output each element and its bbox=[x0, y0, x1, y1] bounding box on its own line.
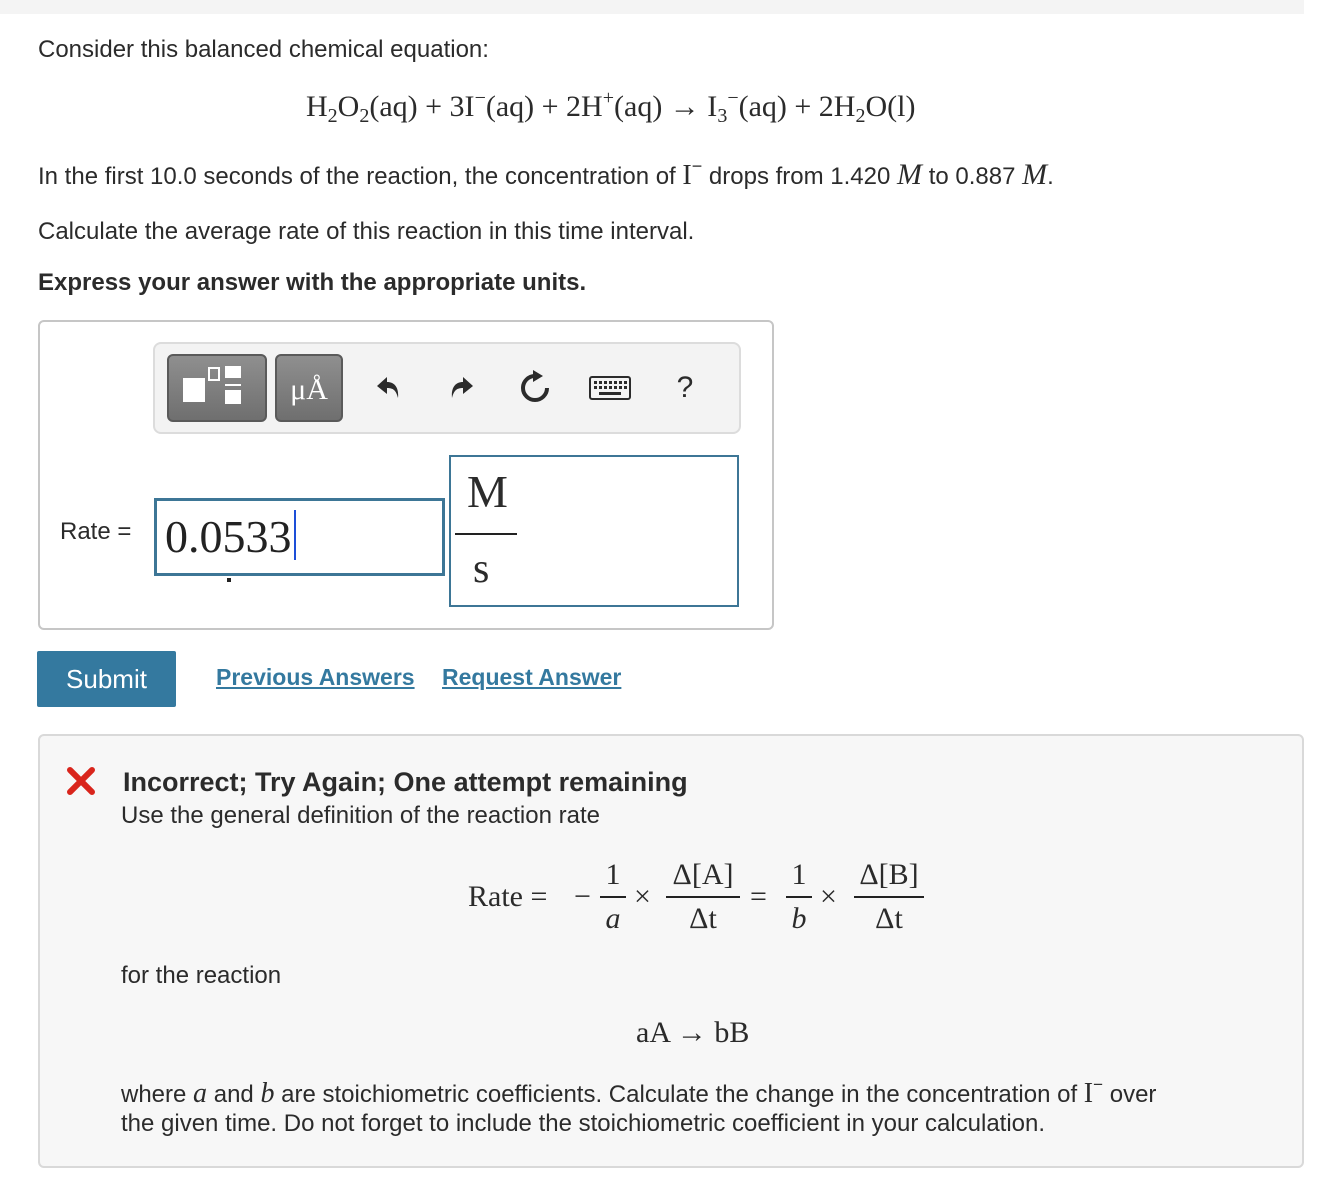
math-toolbar bbox=[153, 342, 741, 434]
top-bar bbox=[0, 0, 1304, 14]
rate-formula bbox=[468, 858, 938, 938]
text-caret bbox=[294, 510, 296, 560]
formula-rate: Rate = bbox=[468, 880, 548, 913]
submit-button[interactable]: Submit bbox=[37, 651, 176, 707]
unit-numerator: M bbox=[467, 466, 508, 517]
rate-value: 0.0533 bbox=[165, 511, 292, 562]
templates-button[interactable] bbox=[167, 354, 267, 422]
formula-times-2: × bbox=[820, 880, 837, 913]
question-task: Calculate the average rate of this reaction in this time interval. bbox=[38, 218, 695, 245]
formula-frac-dA: Δ[A] Δt bbox=[666, 858, 740, 936]
feedback-explanation-line1: where a and b are stoichiometric coefficients. Calculate the change in the concentration of I− over bbox=[121, 1075, 1157, 1109]
formula-times-1: × bbox=[634, 880, 651, 913]
rate-label: Rate = bbox=[60, 518, 132, 545]
undo-icon[interactable] bbox=[367, 364, 407, 412]
reset-icon[interactable] bbox=[515, 364, 555, 412]
feedback-title: Incorrect; Try Again; One attempt remaining bbox=[123, 767, 688, 797]
formula-frac-dB: Δ[B] Δt bbox=[854, 858, 924, 936]
question-intro: Consider this balanced chemical equation: bbox=[38, 36, 489, 63]
formula-frac-1a: 1 a bbox=[600, 858, 626, 936]
keyboard-icon[interactable] bbox=[587, 364, 633, 412]
previous-answers-link[interactable]: Previous Answers bbox=[216, 664, 415, 690]
question-concentration-line: In the first 10.0 seconds of the reaction, the concentration of I− drops from 1.420 M to 0.887 M. bbox=[38, 156, 1054, 191]
feedback-hint: Use the general definition of the reaction rate bbox=[121, 802, 600, 829]
feedback-explanation-line2: the given time. Do not forget to include the stoichiometric coefficient in your calculation. bbox=[121, 1110, 1046, 1137]
feedback-for-reaction: for the reaction bbox=[121, 962, 282, 989]
chemical-equation: $H_2O_2(aq) + 3I^-(aq) + 2H^+(aq) \to I_3^-(aq) + 2H_2O(l)$ bbox=[306, 87, 916, 127]
incorrect-x-icon bbox=[66, 766, 96, 796]
units-button[interactable]: μÅ bbox=[275, 354, 343, 422]
input-dot bbox=[227, 578, 231, 582]
unit-fraction-bar bbox=[455, 533, 517, 535]
formula-minus: − bbox=[574, 880, 591, 913]
redo-icon[interactable] bbox=[443, 364, 483, 412]
general-reaction: aA → bB bbox=[636, 1016, 750, 1049]
unit-denominator: s bbox=[473, 546, 490, 592]
formula-equals: = bbox=[750, 880, 767, 913]
rate-value-input[interactable] bbox=[154, 498, 445, 576]
unit-input[interactable] bbox=[449, 455, 739, 607]
unit-symbol-2: M bbox=[1022, 158, 1048, 191]
formula-frac-1b: 1 b bbox=[786, 858, 812, 936]
request-answer-link[interactable]: Request Answer bbox=[442, 664, 622, 690]
question-instruction: Express your answer with the appropriate units. bbox=[38, 269, 587, 296]
help-icon[interactable]: ? bbox=[676, 371, 694, 404]
templates-icon bbox=[169, 356, 265, 420]
